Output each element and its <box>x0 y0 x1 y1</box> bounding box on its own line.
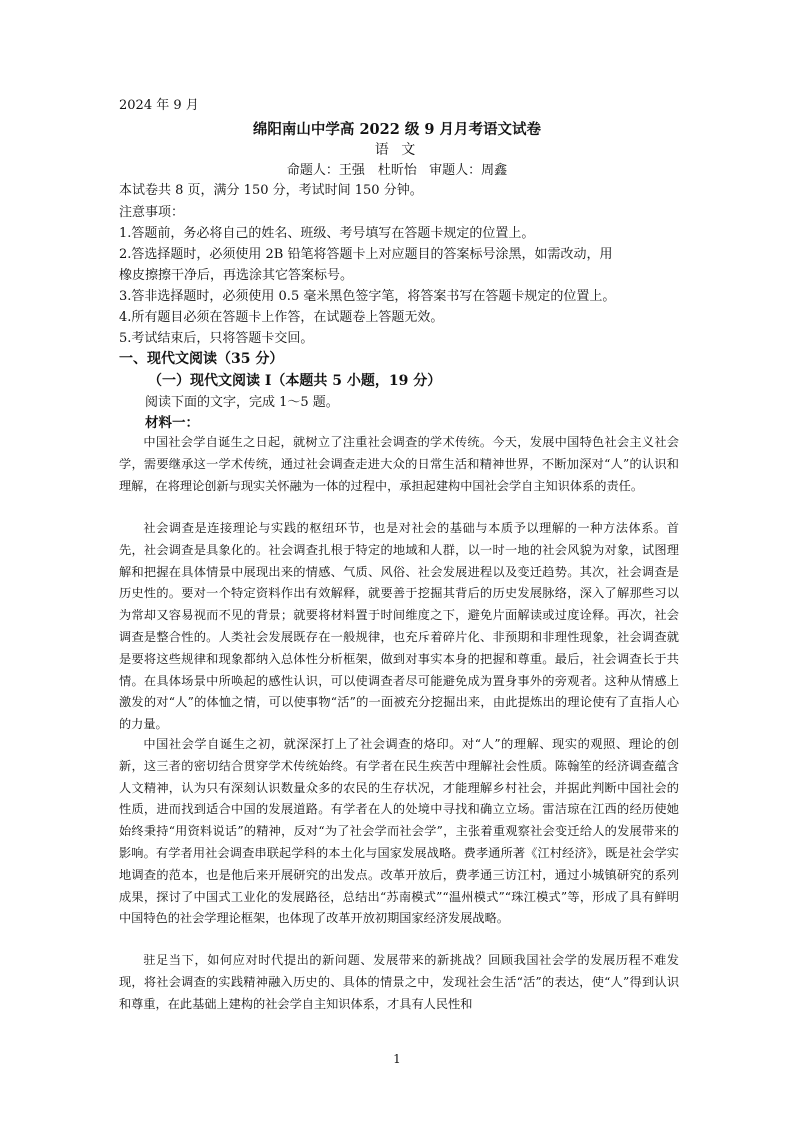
exam-date: 2024 年 9 月 <box>119 98 199 113</box>
section-title: 一、现代文阅读（35 分） <box>119 351 284 367</box>
notice-item: 3.答非选择题时，必须使用 0.5 毫米黑色签字笔，将答案书写在答题卡规定的位置上。 <box>119 289 616 304</box>
article-paragraph: 驻足当下，如何应对时代提出的新问题、发展带来的新挑战？回顾我国社会学的发展历程不难发现，将社会调查的实践精神融入历史的、具体的情景之中，发现社会生活“活”的表达，使“人”得到认识和尊重，在此基础上建构的社会学自主知识体系，才具有人民性和 <box>119 953 679 1011</box>
article-paragraph: 社会调查是连接理论与实践的枢纽环节，也是对社会的基础与本质予以理解的一种方法体系。首先，社会调查是具象化的。社会调查扎根于特定的地域和人群，以一时一地的社会风貌为对象，试图理解和把握在具体情景中展现出来的情感、气质、风俗、社会发展进程以及变迁趋势。其次，社会调查是历史性的。要对一个特定资料作出有效解释，就要善于挖掘其背后的历史发展脉络，深入了解那些习以为常却又容易视而不见的背景；就要将材料置于时间维度之下，避免片面解读或过度诠释。再次，社会调查是整合性的。人类社会发展既存在一般规律，也充斥着碎片化、非预期和非理性现象，社会调查就是要将这些规律和现象都纳入总体性分析框架，做到对事实本身的把握和尊重。最后，社会调查长于共情。在具体场景中所唤起的感性认识，可以使调查者尽可能避免成为置身事外的旁观者。这种从情感上激发的对“人”的体恤之情，可以使事物“活”的一面被充分挖掘出来，由此提炼出的理论使有了直指人心的力量。 <box>119 521 679 732</box>
exam-title: 绵阳南山中学高 2022 级 9 月月考语文试卷 <box>252 121 542 138</box>
exam-authors <box>0 163 794 179</box>
article-paragraph: 中国社会学自诞生之初，就深深打上了社会调查的烙印。对“人”的理解、现实的观照、理论的创新，这三者的密切结合贯穿学术传统始终。有学者在民生疾苦中理解社会性质。陈翰笙的经济调查蕴含人文精神，认为只有深刻认识数量众多的农民的生存状况，才能理解乡村社会，并据此判断中国社会的性质，进而找到适合中国的发展道路。有学者在人的处境中寻找和确立立场。雷洁琼在江西的经历使她始终秉持“用资料说话”的精神，反对“为了社会学而社会学”，主张着重观察社会变迁给人的发展带来的影响。有学者用社会调查串联起学科的本土化与国家发展战略。费孝通所著《江村经济》，既是社会学实地调查的范本，也是他后来开展研究的出发点。改革开放后，费孝通三访江村，通过小城镇研究的系列成果，探讨了中国式工业化的发展路径，总结出“苏南模式”“温州模式”“珠江模式”等，形成了具有鲜明中国特色的社会学理论框架，也体现了改革开放初期国家经济发展战略。 <box>119 737 679 926</box>
reading-instruction: 阅读下面的文字，完成 1～5 题。 <box>145 395 339 410</box>
setter-label: 命题人：王强 杜昕怡 <box>286 163 417 178</box>
page-number: 1 <box>393 1052 401 1066</box>
article-paragraph: 中国社会学自诞生之日起，就树立了注重社会调查的学术传统。今天，发展中国特色社会主义社会学，需要继承这一学术传统，通过社会调查走进大众的日常生活和精神世界，不断加深对“人”的认识和理解，在将理论创新与现实关怀融为一体的过程中，承担起建构中国社会学自主知识体系的责任。 <box>119 435 679 493</box>
notice-item: 4.所有题目必须在答题卡上作答，在试题卷上答题无效。 <box>119 310 444 325</box>
notice-item: 橡皮擦擦干净后，再选涂其它答案标号。 <box>119 268 354 283</box>
reviewer-label: 审题人：周鑫 <box>429 163 508 178</box>
notice-item: 1.答题前，务必将自己的姓名、班级、考号填写在答题卡规定的位置上。 <box>119 226 535 241</box>
exam-info: 本试卷共 8 页，满分 150 分，考试时间 150 分钟。 <box>119 183 423 198</box>
notice-heading: 注意事项： <box>119 205 185 220</box>
notice-item: 5.考试结束后，只将答题卡交回。 <box>119 331 314 346</box>
exam-subject: 语 文 <box>374 142 420 158</box>
subsection-title: （一）现代文阅读 I（本题共 5 小题，19 分） <box>148 373 442 389</box>
notice-item: 2.答选择题时，必须使用 2B 铅笔将答题卡上对应题目的答案标号涂黑，如需改动，用 <box>119 247 613 262</box>
material-label: 材料一： <box>145 415 199 431</box>
